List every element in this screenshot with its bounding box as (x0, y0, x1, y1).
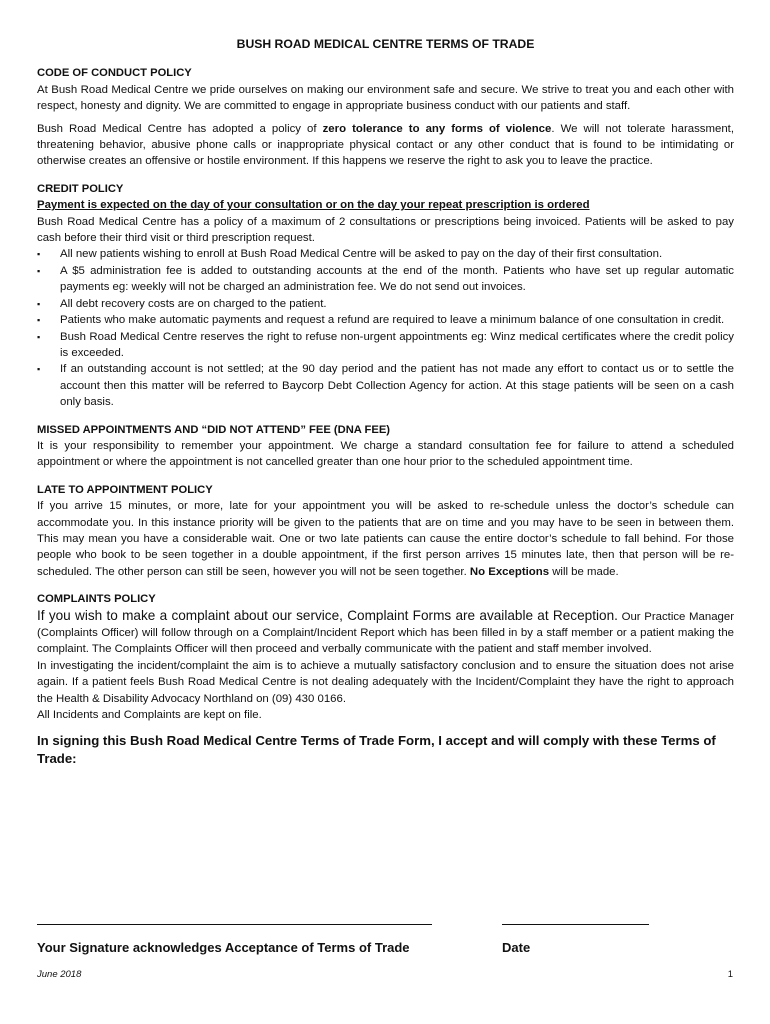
complaints-text-2: In investigating the incident/complaint the aim is to achieve a mutually satisfactory conclusion and to ensure the situation does not arise again. If a patient feels Bush Road Medical Centre is not dealing adequately with the Incident/Complaint they have the right to approach the Health & Disability Advocacy Northland on (09) 430 0166. (37, 659, 734, 705)
conduct-paragraph-1: At Bush Road Medical Centre we pride ourselves on making our environment safe and secure. We strive to treat you and each other with respect, honesty and dignity. We are committed to engage in appropriate business conduct with our patients and staff. (37, 83, 734, 113)
complaints-text-1 (37, 608, 734, 658)
bullet-icon: ▪ (37, 249, 41, 260)
conduct-p2-post: . We will not tolerate harassment, threatening behavior, abusive phone calls or inappropriate physical contact or any other conduct that is found to be intimidating or otherwise creates an offensive or hostile environment. If this happens we reserve the right to ask you to leave the practice. (37, 122, 734, 168)
bullet-icon: ▪ (37, 298, 41, 309)
page-number: 1 (727, 969, 733, 980)
credit-heading: CREDIT POLICY (37, 182, 124, 195)
no-exceptions-text: No Exceptions (469, 565, 550, 578)
signature-line[interactable] (37, 924, 432, 925)
bullet-icon: ▪ (37, 331, 41, 342)
conduct-heading: CODE OF CONDUCT POLICY (37, 67, 192, 80)
list-item (37, 296, 734, 312)
list-item-text: If an outstanding account is not settled; at the 90 day period and the patient has not made any effort to contact us or to settle the account then this matter will be referred to Baycorp Debt Collection Agency for action. At this stage patients will be seen on a cash only basis. (60, 363, 734, 409)
bullet-icon: ▪ (37, 364, 41, 375)
conduct-section (37, 65, 734, 169)
date-label: Date (502, 940, 531, 955)
zero-tolerance-text: zero tolerance to any forms of violence (322, 122, 552, 135)
footer-date: June 2018 (37, 969, 82, 980)
list-item-text: All new patients wishing to enroll at Bush Road Medical Centre will be asked to pay on the day of their first consultation. (60, 248, 663, 261)
list-item (37, 312, 734, 328)
credit-subheading: Payment is expected on the day of your consultation or on the day your repeat prescription is ordered (37, 199, 590, 212)
bullet-icon: ▪ (37, 315, 41, 326)
signature-row (37, 924, 734, 964)
list-item-text: All debt recovery costs are on charged to the patient. (60, 297, 327, 310)
late-text-pre: If you arrive 15 minutes, or more, late for your appointment you will be asked to re-schedule unless the doctor’s schedule can accommodate you. In this instance priority will be given to the patients that are on time and you may have to be seen in between them. This may mean you have a considerable wait. One or two late patients can cause the entire doctor’s schedule to fall behind. For those people who book to be seen together in a double appointment, if the first person arrives 15 minutes late, then that person will be re-scheduled. The other person can still be seen, however you will not be seen together. (37, 500, 734, 578)
complaints-text-1-body: Our Practice Manager (Complaints Officer) will follow through on a Complaint/Incident Report which has been filled in by a staff member or a patient making the complaint. The Complaints Officer will then proceed and verbally communicate with the patient and staff member involved. (37, 610, 734, 656)
list-item-text: Bush Road Medical Centre reserves the right to refuse non-urgent appointments eg: Winz medical certificates where the credit policy is exceeded. (60, 330, 734, 359)
missed-section (37, 422, 734, 471)
list-item (37, 263, 734, 296)
bullet-icon: ▪ (37, 265, 41, 276)
late-heading: LATE TO APPOINTMENT POLICY (37, 483, 213, 496)
document-title: BUSH ROAD MEDICAL CENTRE TERMS OF TRADE (236, 37, 535, 51)
list-item-text: Patients who make automatic payments and request a refund are required to leave a minimum balance of one consultation in credit. (60, 314, 725, 327)
credit-section (37, 181, 734, 411)
credit-list (37, 246, 734, 410)
acceptance-statement: In signing this Bush Road Medical Centre Terms of Trade Form, I accept and will comply with these Terms of Trade: (37, 733, 716, 767)
conduct-p2-pre: Bush Road Medical Centre has adopted a policy of (37, 122, 323, 135)
list-item-text: A $5 administration fee is added to outstanding accounts at the end of the month. Patients who have set up regular automatic payments eg: weekly will not be charged an administration fee. We do not send out invoices. (60, 264, 734, 294)
list-item (37, 329, 734, 362)
late-text-post: will be made. (549, 565, 619, 578)
list-item (37, 246, 734, 262)
list-item (37, 361, 734, 410)
late-section (37, 482, 734, 580)
signature-label: Your Signature acknowledges Acceptance of Terms of Trade (37, 940, 410, 955)
missed-heading: MISSED APPOINTMENTS AND “DID NOT ATTEND” FEE (DNA FEE) (37, 423, 391, 436)
credit-intro: Bush Road Medical Centre has a policy of a maximum of 2 consultations or prescriptions being invoiced. Patients will be asked to pay cash before their third visit or third prescription request. (37, 215, 734, 245)
late-text (37, 498, 734, 580)
date-line[interactable] (502, 924, 649, 925)
document-page (37, 36, 734, 768)
complaints-heading: COMPLAINTS POLICY (37, 593, 156, 606)
conduct-paragraph-2 (37, 121, 734, 170)
complaints-text-3: All Incidents and Complaints are kept on file. (37, 709, 262, 722)
missed-text: It is your responsibility to remember your appointment. We charge a standard consultation fee for failure to attend a scheduled appointment or where the appointment is not cancelled greater than one hour prior to the scheduled appointment time. (37, 439, 734, 469)
complaints-lead: If you wish to make a complaint about our service, Complaint Forms are available at Reception. (37, 607, 618, 623)
complaints-section (37, 591, 734, 723)
